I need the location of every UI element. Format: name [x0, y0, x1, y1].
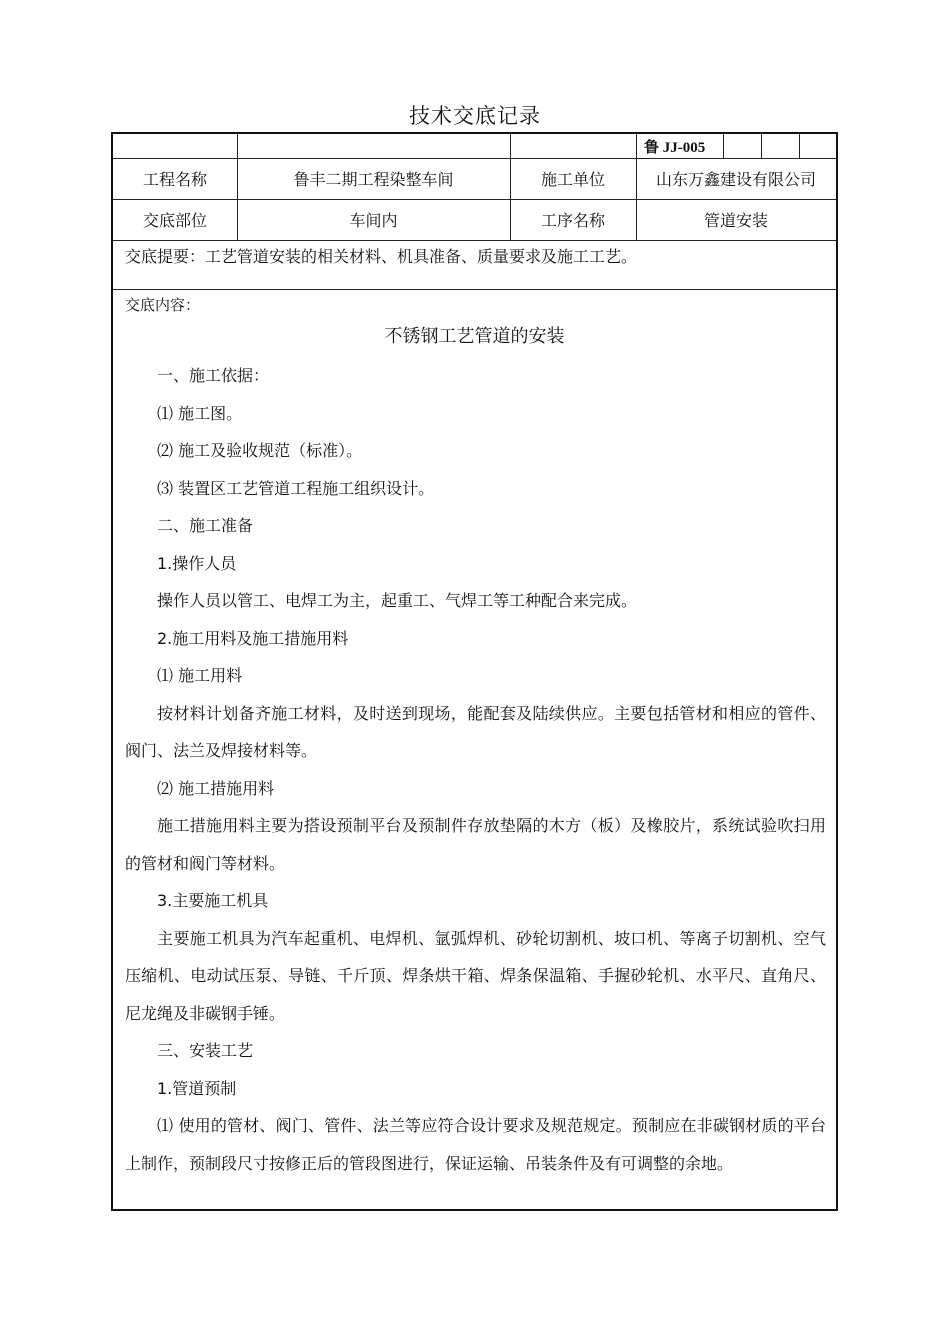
- paragraph: ⑴ 使用的管材、阀门、管件、法兰等应符合设计要求及规范规定。预制应在非碳钢材质的平台上制作，预制段尺寸按修正后的管段图进行，保证运输、吊装条件及有可调整的余地。: [125, 1116, 826, 1173]
- contractor-value: 山东万鑫建设有限公司: [655, 170, 816, 189]
- list-item: ⑵ 施工措施用料: [157, 778, 275, 798]
- table-rule: [799, 134, 800, 158]
- list-item: ⑴ 施工图。: [157, 403, 243, 423]
- project-name-label: 工程名称: [142, 170, 207, 189]
- record-table: [111, 132, 838, 1211]
- list-item: ⑵ 施工及验收规范（标准）。: [157, 441, 363, 460]
- subsection-heading: 2.施工用料及施工措施用料: [157, 628, 349, 648]
- location-value: 车间内: [349, 211, 398, 230]
- project-name-value: 鲁丰二期工程染整车间: [293, 170, 454, 189]
- table-rule: [113, 240, 836, 241]
- contractor-label: 施工单位: [540, 170, 605, 189]
- subsection-heading: 1.管道预制: [157, 1078, 237, 1098]
- table-rule: [237, 134, 238, 158]
- table-rule: [113, 289, 836, 290]
- list-item: ⑶ 装置区工艺管道工程施工组织设计。: [157, 478, 435, 498]
- paragraph: 主要施工机具为汽车起重机、电焊机、氩弧焊机、砂轮切割机、坡口机、等离子切割机、空气压缩机、电动试压泵、导链、千斤顶、焊条烘干箱、焊条保温箱、手握砂轮机、水平尺、直角尺、尼龙绳及非碳钢手锤。: [125, 928, 826, 1023]
- section-heading: 三、安装工艺: [157, 1041, 254, 1060]
- list-item: ⑴ 施工用料: [157, 666, 243, 685]
- document-title: 技术交底记录: [409, 104, 541, 128]
- summary-text: 交底提要：工艺管道安装的相关材料、机具准备、质量要求及施工工艺。: [125, 247, 638, 266]
- section-heading: 一、施工依据：: [157, 366, 270, 385]
- record-code: 鲁 JJ-005: [644, 139, 706, 156]
- content-body: [125, 357, 826, 1182]
- table-rule: [723, 134, 724, 158]
- table-rule: [761, 134, 762, 158]
- content-label: 交底内容：: [125, 296, 201, 314]
- location-label: 交底部位: [142, 211, 207, 230]
- process-label: 工序名称: [540, 211, 605, 230]
- subsection-heading: 1.操作人员: [157, 553, 237, 573]
- content-title: 不锈钢工艺管道的安装: [384, 326, 565, 347]
- table-rule: [510, 134, 511, 158]
- section-heading: 二、施工准备: [157, 516, 254, 535]
- paragraph: 按材料计划备齐施工材料，及时送到现场，能配套及陆续供应。主要包括管材和相应的管件、阀门、法兰及焊接材料等。: [125, 703, 826, 760]
- process-value: 管道安装: [703, 211, 768, 230]
- paragraph: 施工措施用料主要为搭设预制平台及预制件存放垫隔的木方（板）及橡胶片，系统试验吹扫用的管材和阀门等材料。: [125, 816, 826, 873]
- subsection-heading: 3.主要施工机具: [157, 891, 269, 910]
- paragraph: 操作人员以管工、电焊工为主，起重工、气焊工等工种配合来完成。: [157, 591, 638, 610]
